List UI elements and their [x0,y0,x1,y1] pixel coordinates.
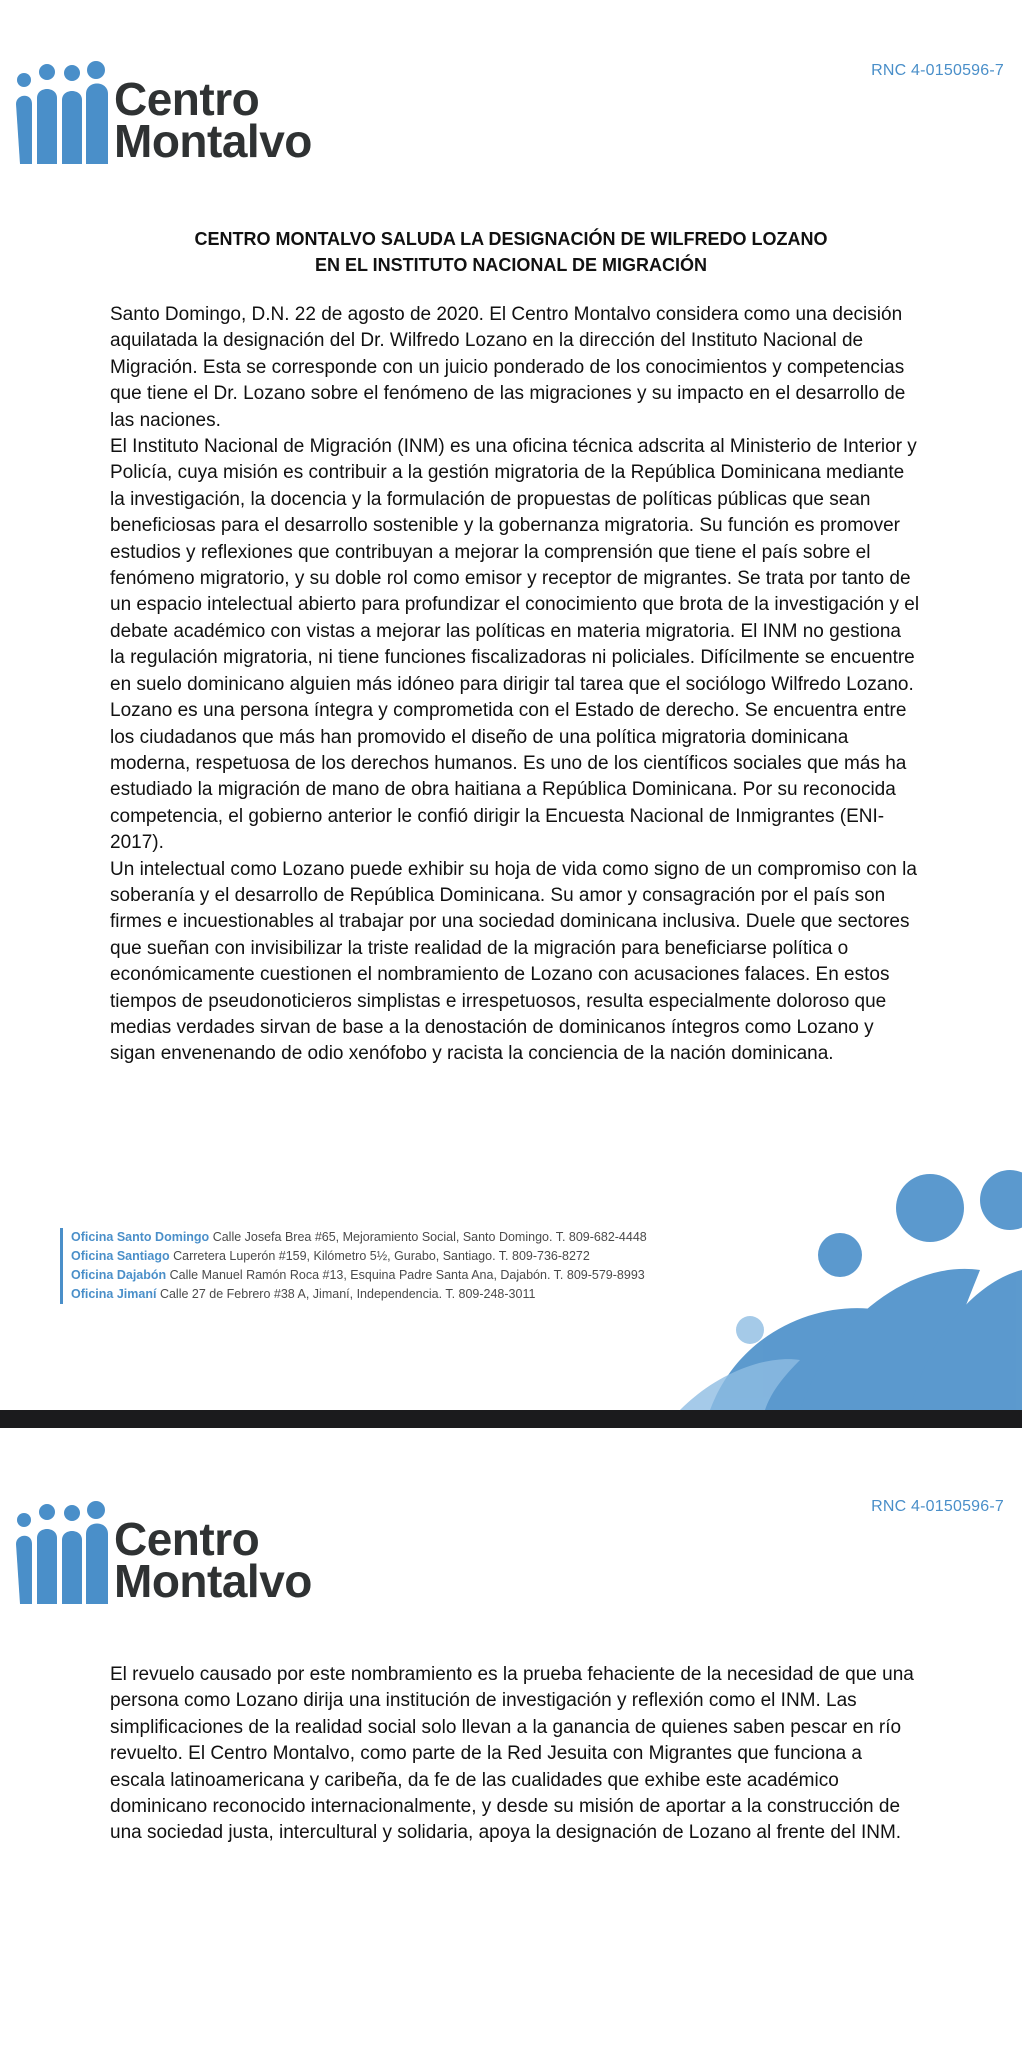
office-name: Oficina Santo Domingo [71,1230,210,1244]
centro-montalvo-logo [14,58,314,168]
office-row [71,1285,771,1304]
office-name: Oficina Santiago [71,1249,170,1263]
office-address: Calle Manuel Ramón Roca #13, Esquina Padre Santa Ana, Dajabón. T. 809-579-8993 [169,1268,645,1282]
office-address: Calle 27 de Febrero #38 A, Jimaní, Independencia. T. 809-248-3011 [159,1287,536,1301]
paragraph: El revuelo causado por este nombramiento es la prueba fehaciente de la necesidad de que una persona como Lozano dirija una institución de investigación y reflexión como el INM. Las simplificaciones de la realidad social solo llevan a la ganancia de quienes saben pescar en río revuelto. El Centro Montalvo, como parte de la Red Jesuita con Migrantes que funciona a escala latinoamericana y caribeña, da fe de las cualidades que exhibe este académico dominicano reconocido internacionalmente, y desde su misión de aportar a la construcción de una sociedad justa, intercultural y solidaria, apoya la designación de Lozano al frente del INM. [110,1664,914,1844]
people-logo-icon [14,1498,114,1608]
paragraph: Santo Domingo, D.N. 22 de agosto de 2020. El Centro Montalvo considera como una decisión aquilatada la designación del Dr. Wilfredo Lozano en la dirección del Instituto Nacional de Migración. Esta se corresponde con un juicio ponderado de los conocimientos y competencias que tiene el Dr. Lozano sobre el fenómeno de las migraciones y su impacto en el desarrollo de las naciones. [110,304,906,431]
logo-word-centro: Centro [114,73,260,125]
title-line-2: EN EL INSTITUTO NACIONAL DE MIGRACIÓN [314,255,708,275]
page-separator [0,1410,1022,1428]
people-logo-icon [14,58,114,168]
logo-word-montalvo: Montalvo [114,1555,312,1607]
letter-body [110,302,920,1068]
people-figures-decoration-icon [680,1160,1022,1410]
press-release-title [0,226,1022,278]
office-row [71,1266,771,1285]
logo-word-montalvo: Montalvo [114,115,312,167]
letter-body [110,1662,920,1847]
letter-page-2 [0,1428,1022,2048]
rnc-number: RNC 4-0150596-7 [871,62,1004,79]
centro-montalvo-logo [14,1498,314,1608]
paragraph: Un intelectual como Lozano puede exhibir su hoja de vida como signo de un compromiso con la soberanía y el desarrollo de República Dominicana. Su amor y consagración por el país son firmes e incuestionables al trabajar por una sociedad dominicana inclusiva. Duele que sectores que sueñan con invisibilizar la triste realidad de la migración para beneficiarse política o económicamente cuestionen el nombramiento de Lozano con acusaciones falaces. En estos tiempos de pseudonoticieros simplistas e irrespetuosos, resulta especialmente doloroso que medias verdades sirvan de base a la denostación de dominicanos íntegros como Lozano y sigan envenenando de odio xenófobo y racista la conciencia de la nación dominicana. [110,858,917,1065]
paragraph: El Instituto Nacional de Migración (INM) es una oficina técnica adscrita al Ministerio de Interior y Policía, cuya misión es contribuir a la gestión migratoria de la República Dominicana mediante la investigación, la docencia y la formulación de propuestas de políticas públicas que sean beneficiosas para el desarrollo sostenible y la gobernanza migratoria. Su función es promover estudios y reflexiones que contribuyan a mejorar la comprensión que tiene el país sobre el fenómeno migratorio, y su doble rol como emisor y receptor de migrantes. Se trata por tanto de un espacio intelectual abierto para profundizar el conocimiento que brota de la investigación y el debate académico con vistas a mejorar las políticas en materia migratoria. El INM no gestiona la regulación migratoria, ni tiene funciones fiscalizadoras ni policiales. Difícilmente se encuentre en suelo dominicano alguien más idóneo para dirigir tal tarea que el sociólogo Wilfredo Lozano. [110,436,920,695]
office-name: Oficina Jimaní [71,1287,157,1301]
rnc-number: RNC 4-0150596-7 [871,1498,1004,1515]
office-addresses [60,1228,771,1304]
office-row [71,1228,771,1247]
office-address: Calle Josefa Brea #65, Mejoramiento Social, Santo Domingo. T. 809-682-4448 [212,1230,647,1244]
office-row [71,1247,771,1266]
logo-word-centro: Centro [114,1513,260,1565]
office-address: Carretera Luperón #159, Kilómetro 5½, Gurabo, Santiago. T. 809-736-8272 [173,1249,590,1263]
paragraph: Lozano es una persona íntegra y comprometida con el Estado de derecho. Se encuentra entre los ciudadanos que más han promovido el diseño de una política migratoria dominicana moderna, respetuosa de los derechos humanos. Es uno de los científicos sociales que más ha estudiado la migración de mano de obra haitiana a República Dominicana. Por su reconocida competencia, el gobierno anterior le confió dirigir la Encuesta Nacional de Inmigrantes (ENI-2017). [110,700,907,854]
office-name: Oficina Dajabón [71,1268,167,1282]
title-line-1: CENTRO MONTALVO SALUDA LA DESIGNACIÓN DE WILFREDO LOZANO [194,229,828,249]
